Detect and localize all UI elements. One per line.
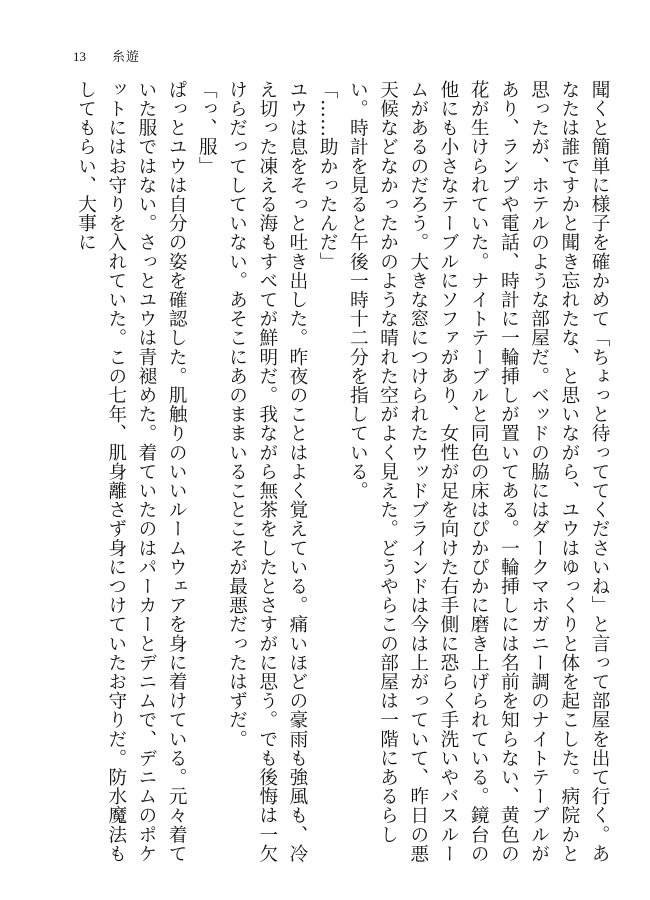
paragraph-1: 聞くと簡単に様子を確かめて「ちょっと待っててくださいね」と言って部屋を出て行く。あなたは誰ですかと聞き忘れたな、と思いながら、ユウはゆっくりと体を起こした。病院かと思ったが、ホテルのような部屋だ。ベッドの脇にはダークマホガニー調のナイトテーブルがあり、ランプや電話、時計に一輪挿しが置いてある。一輪挿しには名前を知らない、黄色の花が生けられていた。ナイトテーブルと同色の床はぴかぴかに磨き上げられている。鏡台の他にも小さなテーブルにソファがあり、女性が足を向けた右手側に恐らく手洗いやバスルームがあるのだろう。大きな窓につけられたウッドブラインドは今は上がっていて、昨日の悪天候などなかったかのような晴れた空がよく見えた。どうやらこの部屋は一階にあるらしい。時計を見ると午後一時十二分を指している。: [347, 80, 610, 864]
paragraph-2: ユウは息をそっと吐き出した。昨夜のことはよく覚えている。痛いほどの豪雨も強風も、冷え切った凍える海もすべてが鮮明だ。我ながら無茶をしたとさすがに思う。でも後悔は一欠けらだってしていない。あそこにあのままいることこそが最悪だったはずだ。: [226, 80, 308, 864]
body-text: [75, 80, 614, 870]
page-header: [73, 46, 140, 65]
dialogue-1: 「……助かったんだ」: [317, 80, 339, 271]
paragraph-3: ぱっとユウは自分の姿を確認した。肌触りのいいルームウェアを身に着けている。元々着ていた服ではない。さっとユウは青褪めた。着ていたのはパーカーとデニムで、デニムのポケットにはお守りを入れていた。この七年、肌身離さず身につけていたお守りだ。防水魔法もしてもらい、大事に: [75, 80, 188, 864]
dialogue-2: 「っ、服」: [196, 80, 218, 176]
page-number: 13: [73, 49, 86, 64]
running-title: 糸遊: [112, 50, 141, 65]
